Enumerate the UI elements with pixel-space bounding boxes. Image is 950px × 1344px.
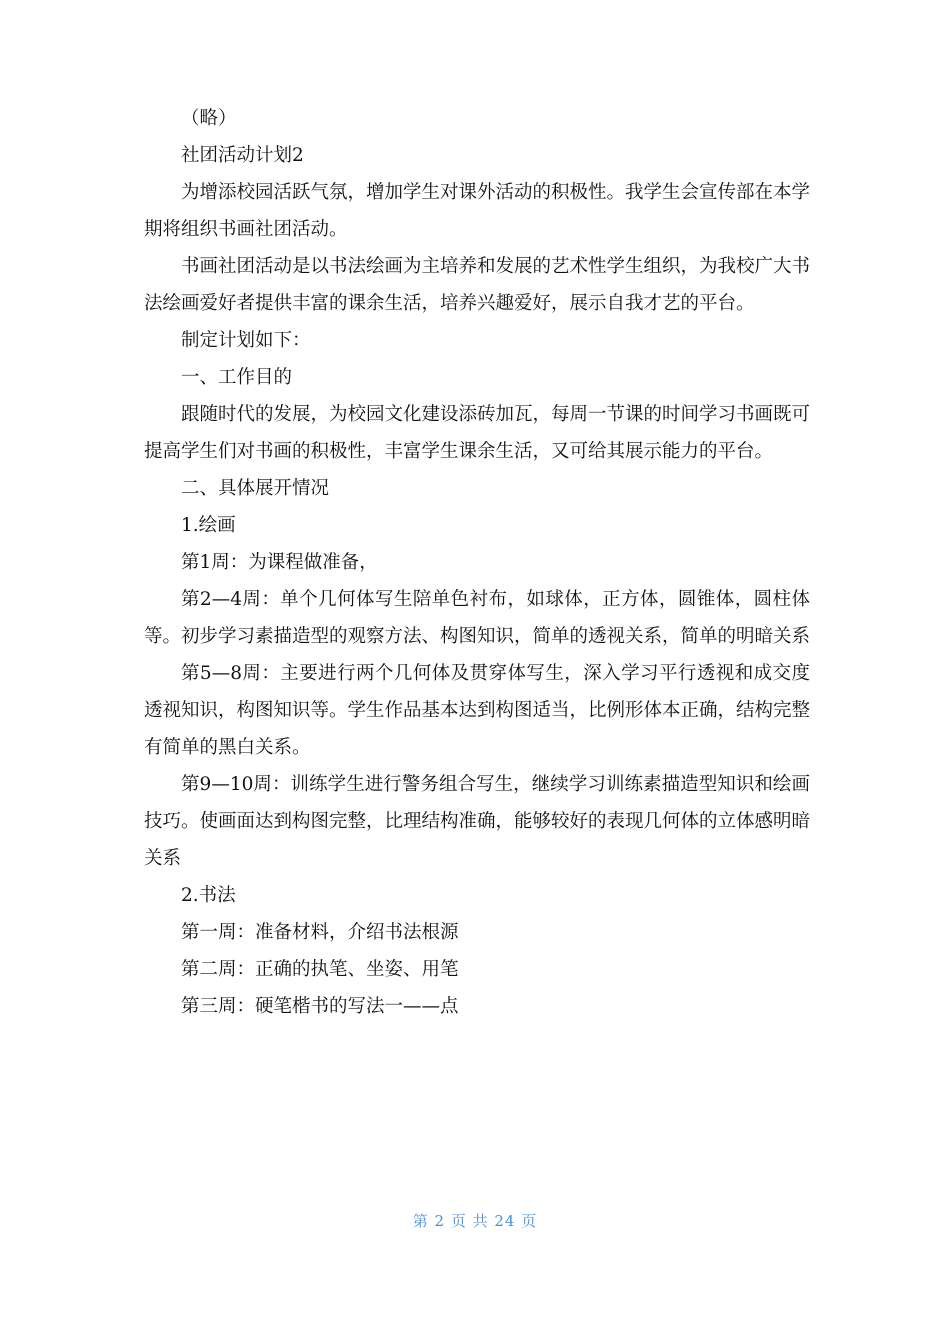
subheading-calligraphy: 2.书法 — [181, 885, 236, 906]
paragraph-plan-lead: 制定计划如下： — [181, 330, 311, 351]
document-body — [144, 100, 810, 1025]
list-item: 第三周：硬笔楷书的写法一——点 — [181, 996, 459, 1017]
list-item: 第二周：正确的执笔、坐姿、用笔 — [181, 959, 459, 980]
paragraph-title: 社团活动计划2 — [181, 145, 304, 166]
section-heading-details: 二、具体展开情况 — [181, 478, 330, 499]
section-heading-purpose: 一、工作目的 — [181, 367, 293, 388]
list-item: 第1周：为课程做准备， — [181, 552, 378, 573]
list-item: 第5—8周：主要进行两个几何体及贯穿体写生，深入学习平行透视和成交度透视知识，构图知识等。学生作品基本达到构图适当，比例形体本正确，结构完整有简单的黑白关系。 — [144, 663, 811, 758]
paragraph-omitted: （略） — [181, 108, 237, 129]
list-item: 第一周：准备材料，介绍书法根源 — [181, 922, 459, 943]
list-item: 第9—10周：训练学生进行警务组合写生，继续学习训练素描造型知识和绘画技巧。使画面达到构图完整，比理结构准确，能够较好的表现几何体的立体感明暗关系 — [144, 774, 811, 869]
subheading-painting: 1.绘画 — [181, 515, 236, 536]
list-item: 第2—4周：单个几何体写生陪单色衬布，如球体，正方体，圆锥体，圆柱体等。初步学习素描造型的观察方法、构图知识，简单的透视关系，简单的明暗关系 — [144, 589, 811, 647]
page-number-footer: 第 2 页 共 24 页 — [412, 1212, 538, 1230]
paragraph-purpose: 跟随时代的发展，为校园文化建设添砖加瓦，每周一节课的时间学习书画既可提高学生们对书画的积极性，丰富学生课余生活，又可给其展示能力的平台。 — [144, 404, 811, 462]
paragraph-intro: 为增添校园活跃气氛，增加学生对课外活动的积极性。我学生会宣传部在本学期将组织书画社团活动。 — [144, 182, 811, 240]
paragraph-description: 书画社团活动是以书法绘画为主培养和发展的艺术性学生组织，为我校广大书法绘画爱好者提供丰富的课余生活，培养兴趣爱好，展示自我才艺的平台。 — [144, 256, 811, 314]
